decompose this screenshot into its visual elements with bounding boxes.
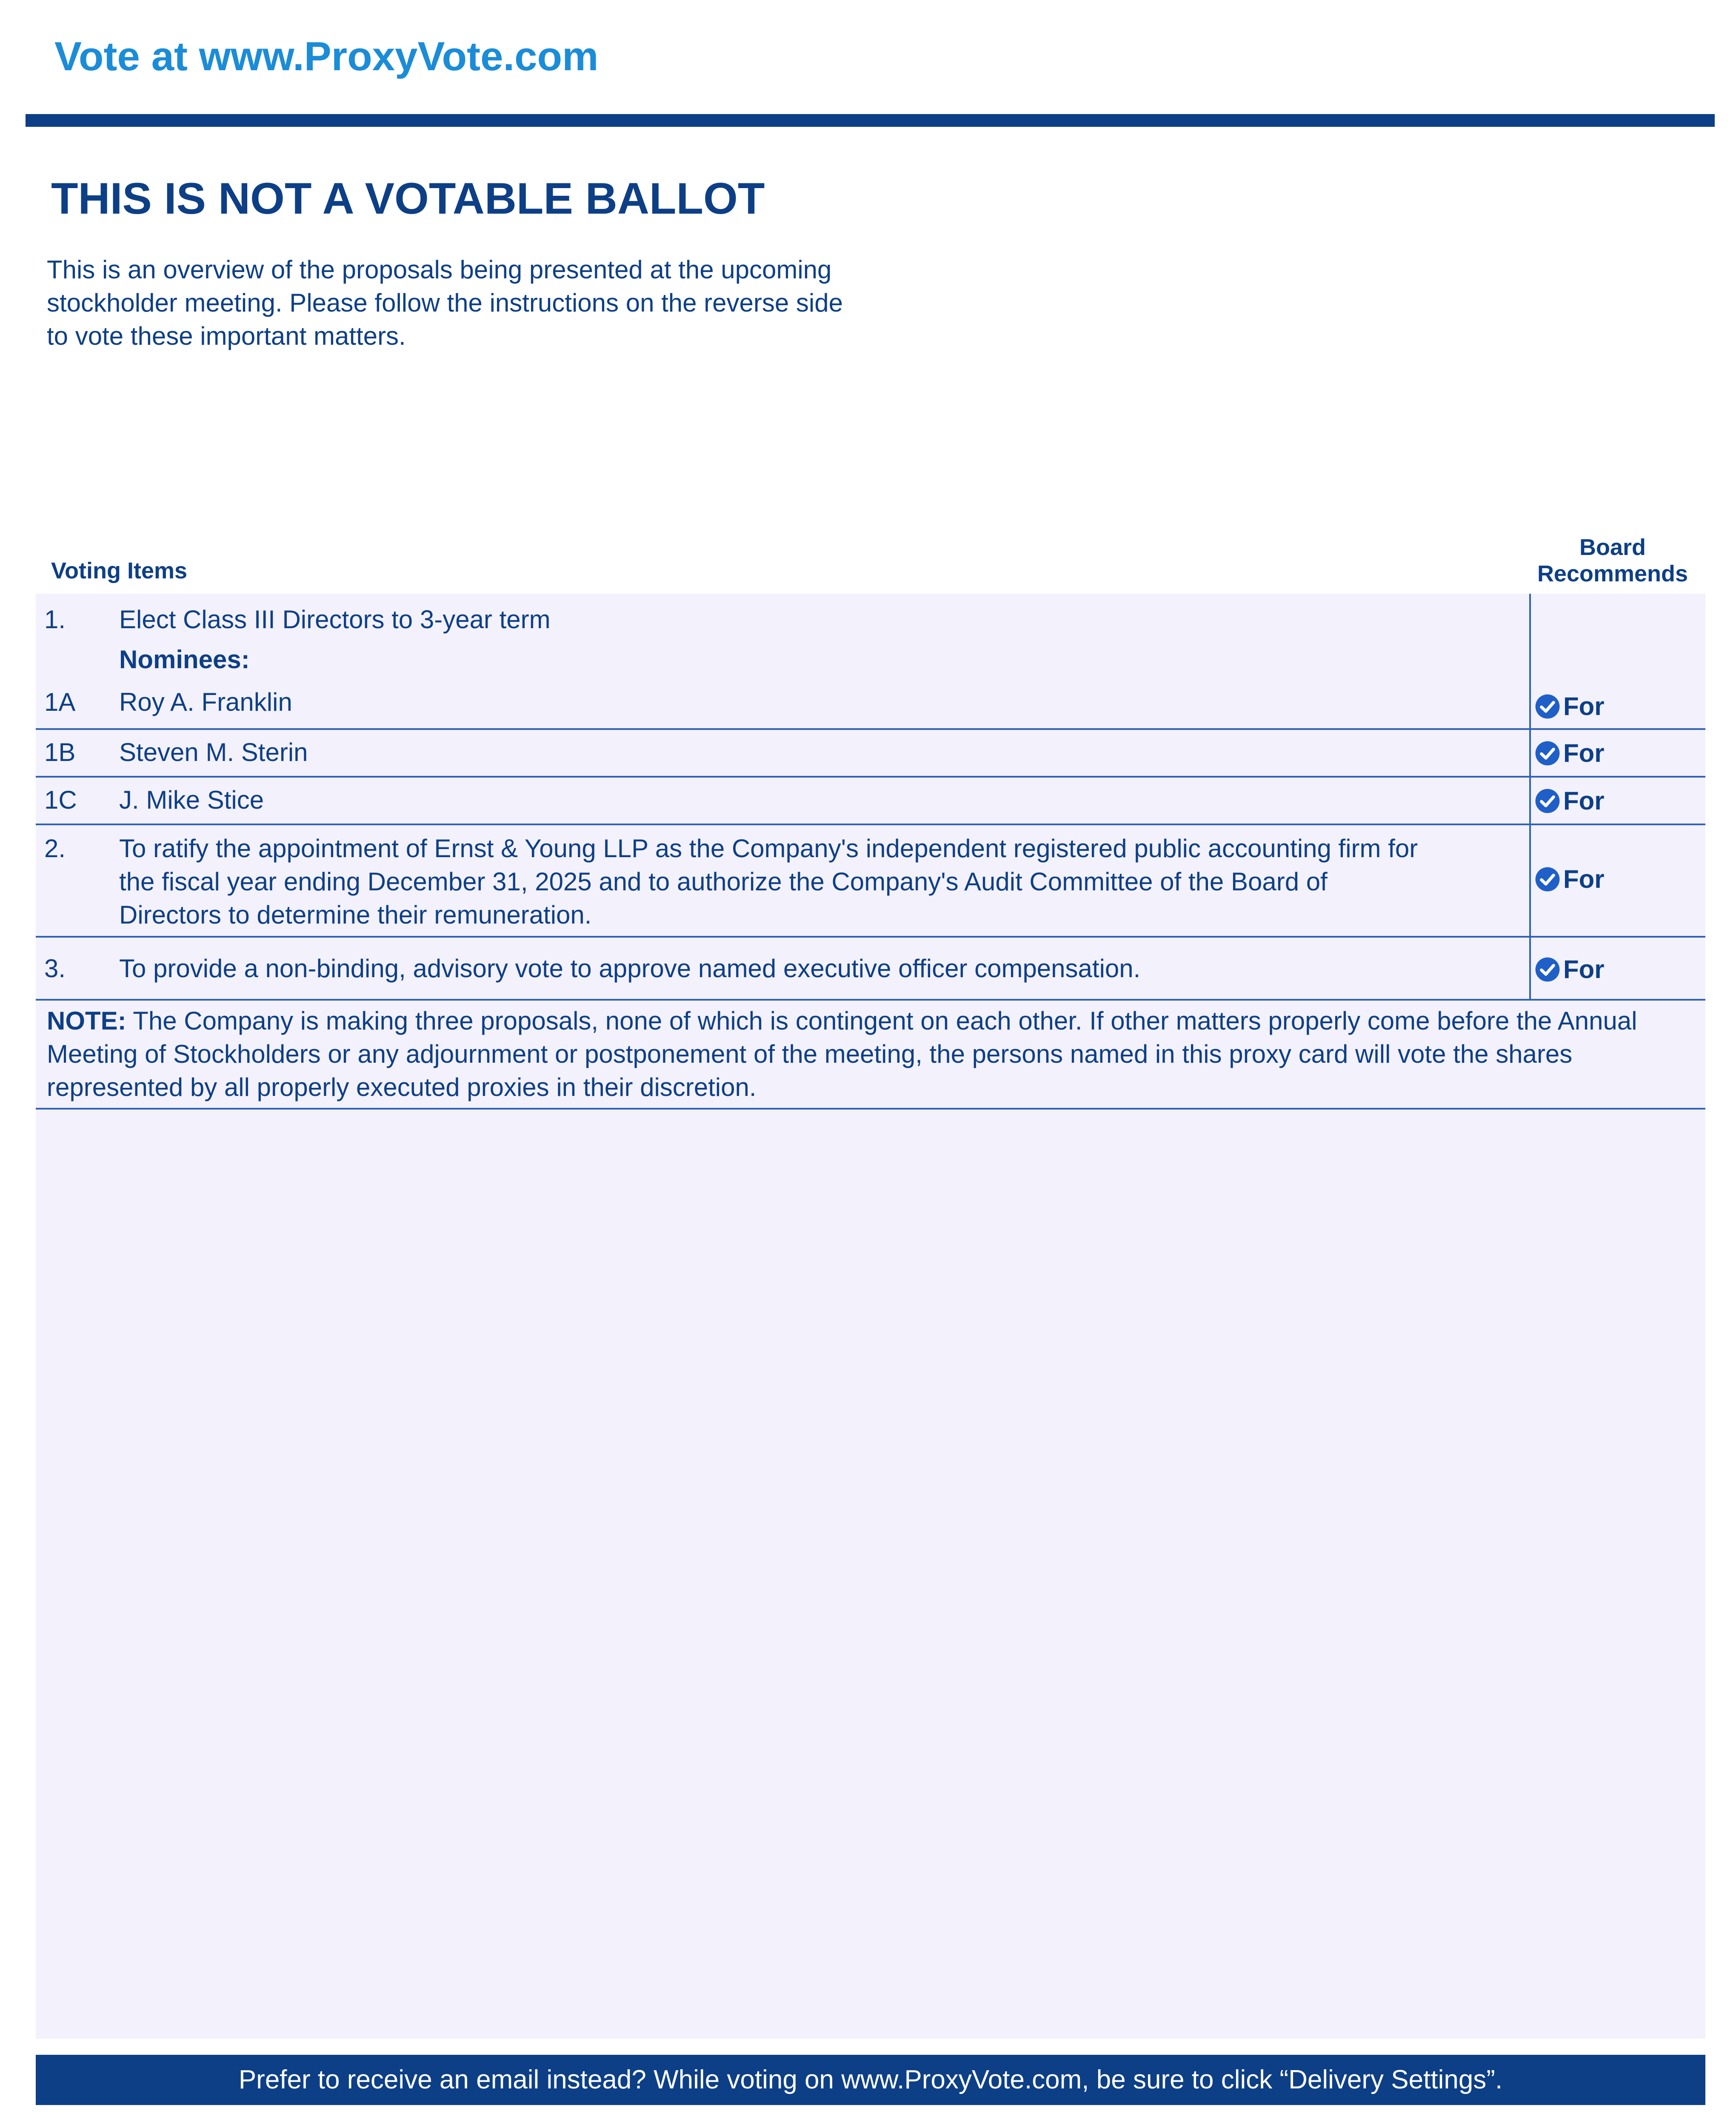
nominees-label: Nominees: — [119, 645, 250, 674]
table-row-1c — [36, 778, 1705, 825]
vote-url-heading[interactable]: Vote at www.ProxyVote.com — [54, 34, 599, 79]
note-text — [47, 1004, 1698, 1104]
item-number: 3. — [44, 954, 66, 983]
item-description-line: the fiscal year ending December 31, 2025 and to authorize the Company's Audit Committee of the Board of — [119, 867, 1328, 896]
nominee-number: 1B — [44, 738, 76, 767]
note-divider — [36, 1108, 1705, 1110]
recommendation — [1534, 864, 1605, 894]
footer-text: Prefer to receive an email instead? While voting on www.ProxyVote.com, be sure to click “Delivery Settings”. — [238, 2065, 1503, 2094]
recommendation — [1534, 738, 1605, 768]
nominee-name: J. Mike Stice — [119, 786, 264, 814]
nominee-number: 1C — [44, 786, 77, 814]
recommendation-cell — [1529, 778, 1705, 824]
board-recommends-header-line1: Board — [1579, 535, 1646, 560]
table-row-2 — [36, 825, 1705, 938]
item-number: 2. — [44, 834, 66, 863]
board-recommends-header — [1515, 534, 1710, 587]
item-description — [119, 832, 1566, 932]
item-description-line: Directors to determine their remuneration. — [119, 901, 592, 929]
intro-text: This is an overview of the proposals being presented at the upcoming stockholder meeting. Please follow the instructions on the reverse side to vote these important matters. — [47, 255, 843, 350]
recommendation — [1534, 786, 1605, 815]
recommendation — [1534, 955, 1605, 984]
table-row-1a — [36, 594, 1705, 730]
header-rule — [26, 114, 1715, 127]
recommendation-label: For — [1563, 787, 1605, 815]
recommendation-cell — [1529, 594, 1705, 728]
table-row-1b — [36, 730, 1705, 778]
footer-banner — [36, 2055, 1705, 2105]
recommendation-label: For — [1563, 955, 1605, 984]
recommendation-cell — [1529, 730, 1705, 776]
item-description: To provide a non-binding, advisory vote to approve named executive officer compensation. — [119, 954, 1141, 983]
item-description-line: To ratify the appointment of Ernst & Young LLP as the Company's independent registered public accounting firm for — [119, 834, 1418, 863]
check-circle-icon — [1534, 866, 1561, 892]
recommendation-cell — [1529, 825, 1705, 936]
ballot-panel — [36, 594, 1705, 2039]
recommendation-label: For — [1563, 692, 1605, 721]
voting-items-header: Voting Items — [51, 558, 188, 583]
item-number: 1. — [44, 605, 66, 634]
recommendation-label: For — [1563, 865, 1605, 893]
page-title: THIS IS NOT A VOTABLE BALLOT — [51, 174, 765, 223]
note-body: The Company is making three proposals, none of which is contingent on each other. If other matters properly come before the Annual Meeting of Stockholders or any adjournment or postponement of the meeting, the persons named in this proxy card will vote the shares represented by all properly executed proxies in their discretion. — [47, 1007, 1637, 1101]
nominee-number: 1A — [44, 688, 76, 716]
recommendation-label: For — [1563, 739, 1605, 767]
nominee-name: Steven M. Sterin — [119, 738, 308, 767]
recommendation-cell — [1529, 938, 1705, 999]
nominee-name: Roy A. Franklin — [119, 688, 292, 716]
board-recommends-header-line2: Recommends — [1537, 561, 1688, 586]
item-description: Elect Class III Directors to 3-year term — [119, 605, 551, 634]
check-circle-icon — [1534, 740, 1561, 767]
check-circle-icon — [1534, 693, 1561, 720]
check-circle-icon — [1534, 956, 1561, 983]
note-label: NOTE: — [47, 1007, 126, 1035]
check-circle-icon — [1534, 788, 1561, 814]
recommendation — [1534, 692, 1605, 721]
table-row-3 — [36, 938, 1705, 1001]
